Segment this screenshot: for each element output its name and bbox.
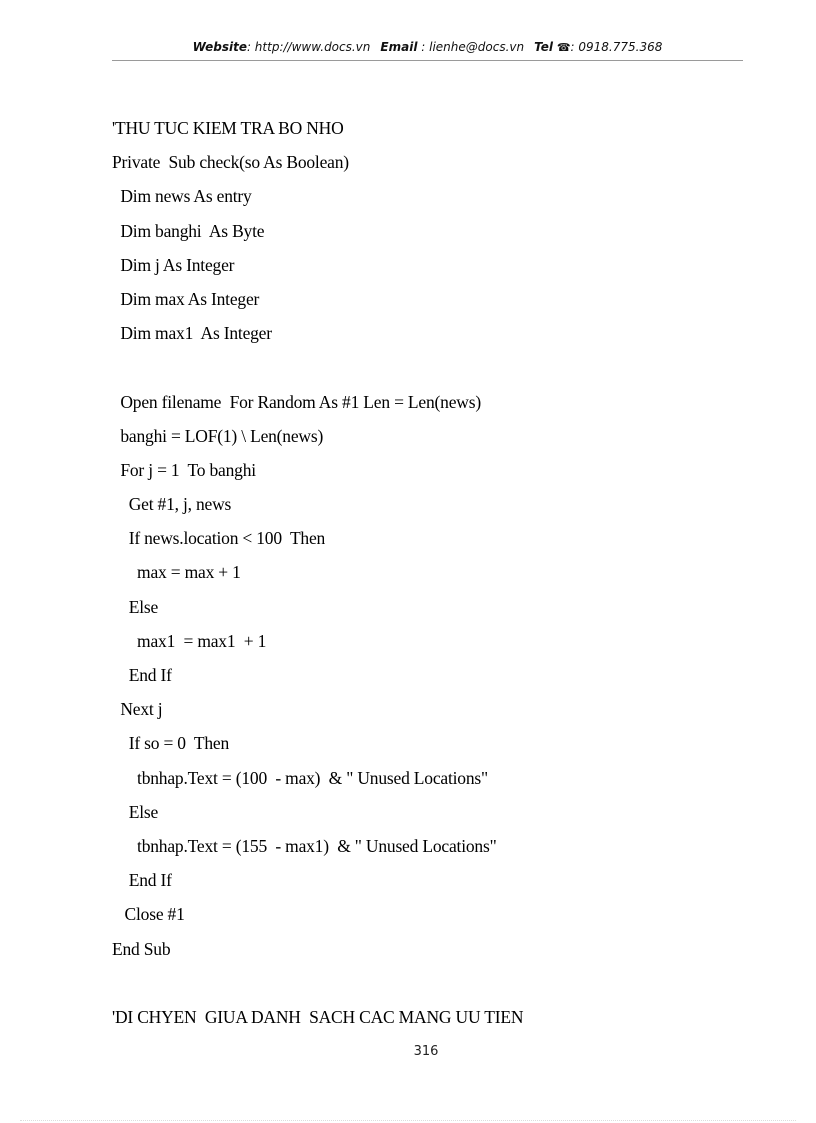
tel-number: : 0918.775.368 — [570, 40, 663, 54]
header-divider — [112, 60, 743, 61]
code-line: 'DI CHYEN GIUA DANH SACH CAC MANG UU TIEN — [112, 1006, 524, 1027]
code-line: Dim news As entry — [112, 186, 252, 207]
code-line: Dim banghi As Byte — [112, 220, 265, 241]
code-line: End Sub — [112, 938, 171, 959]
code-line: tbnhap.Text = (155 - max1) & " Unused Locations" — [112, 835, 497, 856]
website-url[interactable]: : http://www.docs.vn — [246, 40, 371, 54]
code-line: Private Sub check(so As Boolean) — [112, 152, 349, 173]
code-line: End If — [112, 870, 172, 891]
code-line: Close #1 — [112, 904, 185, 925]
tel-label: Tel — [534, 40, 553, 54]
code-line: For j = 1 To banghi — [112, 459, 256, 480]
code-line: 'THU TUC KIEM TRA BO NHO — [112, 118, 344, 138]
code-line: Next j — [112, 699, 163, 720]
page-header — [112, 40, 743, 60]
code-line: tbnhap.Text = (100 - max) & " Unused Locations" — [112, 767, 488, 788]
phone-icon: ☎ — [556, 41, 571, 54]
code-line: Else — [112, 801, 159, 822]
code-line: max = max + 1 — [112, 562, 241, 583]
code-line: banghi = LOF(1) \ Len(news) — [112, 425, 324, 446]
code-line: End If — [112, 665, 172, 685]
code-line — [112, 971, 752, 1005]
code-line: Else — [112, 596, 159, 617]
code-line: max1 = max1 + 1 — [112, 630, 267, 651]
code-line: Open filename For Random As #1 Len = Len(news) — [112, 391, 481, 412]
code-line: Get #1, j, news — [112, 494, 232, 515]
code-line — [112, 355, 752, 389]
email-address[interactable]: : lienhe@docs.vn — [421, 40, 525, 54]
website-label: Website — [192, 40, 247, 54]
code-listing — [112, 116, 752, 1039]
page-number: 316 — [413, 1044, 439, 1059]
code-line: If news.location < 100 Then — [112, 528, 326, 549]
code-line: Dim max1 As Integer — [112, 323, 272, 344]
email-label: Email — [380, 40, 418, 54]
page-bottom-edge — [20, 1120, 796, 1121]
code-line: Dim max As Integer — [112, 288, 260, 309]
code-line: Dim j As Integer — [112, 254, 235, 275]
code-line: If so = 0 Then — [112, 733, 230, 754]
